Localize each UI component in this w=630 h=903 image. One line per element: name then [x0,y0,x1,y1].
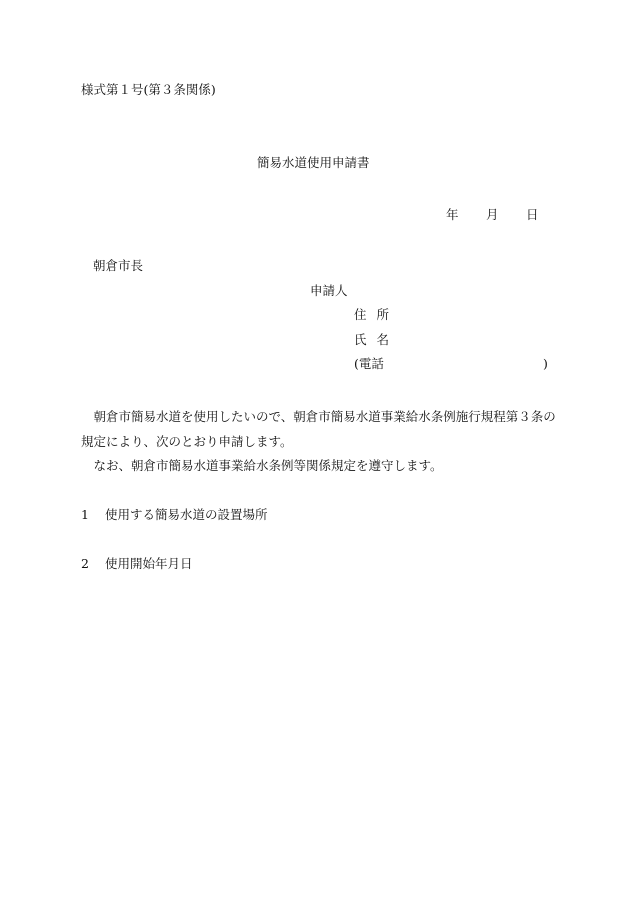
phone-close-paren: ) [543,356,548,371]
item-label: 使用開始年月日 [105,556,193,571]
document-title: 簡易水道使用申請書 [257,155,370,170]
date-month-label: 月 [486,207,499,222]
date-day-label: 日 [526,207,539,222]
address-label: 住所 [354,307,400,322]
form-number: 様式第１号(第３条関係) [81,82,216,97]
addressee: 朝倉市長 [93,258,144,273]
list-item [81,556,193,572]
applicant-label: 申請人 [310,283,348,298]
item-label: 使用する簡易水道の設置場所 [105,507,268,522]
phone-label: (電話 [354,356,384,371]
item-number: 1 [81,507,89,522]
date-year-label: 年 [446,207,459,222]
list-item [81,507,268,523]
body-paragraph-2: なお、朝倉市簡易水道事業給水条例等関係規定を遵守します。 [81,458,443,473]
body-paragraph-1: 朝倉市簡易水道を使用したいので、朝倉市簡易水道事業給水条例施行規程第３条の規定により、次のとおり申請します。 [81,409,556,449]
name-label: 氏名 [354,332,400,347]
body-text [81,405,561,479]
item-number: 2 [81,556,89,571]
